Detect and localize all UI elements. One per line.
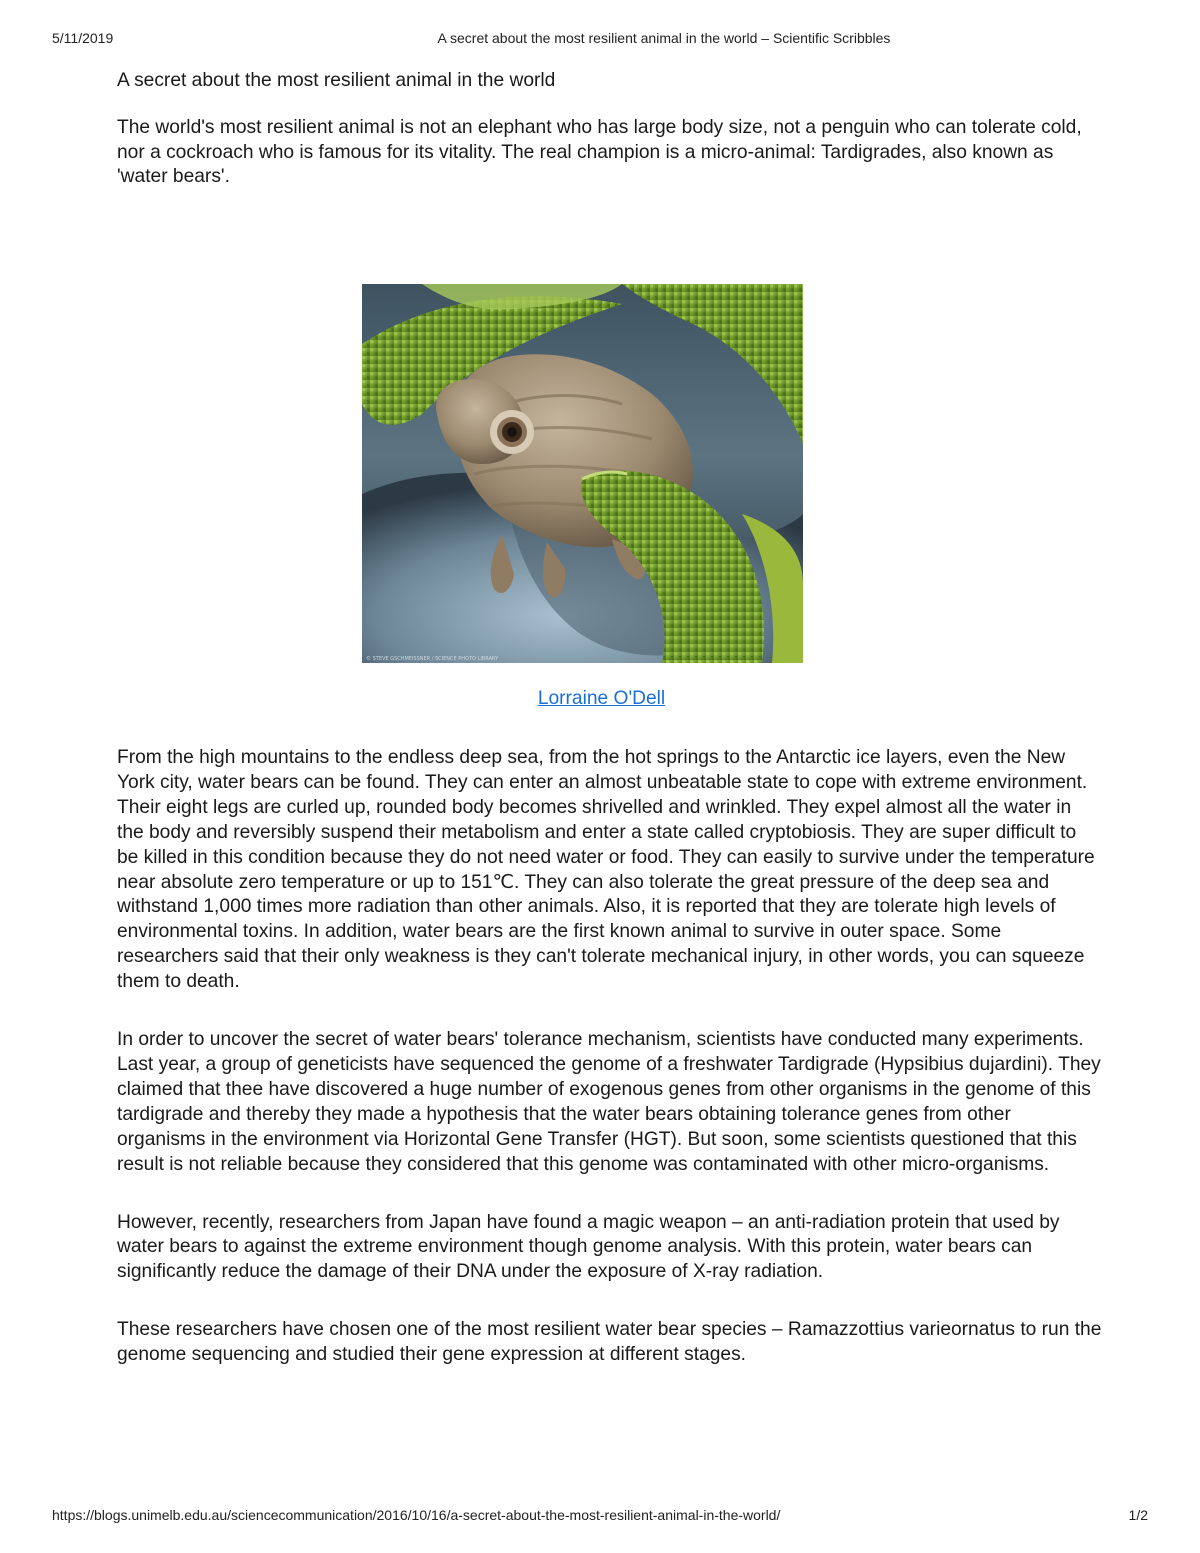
page-number: 1/2 — [1128, 1507, 1148, 1523]
print-header — [0, 30, 1200, 50]
tardigrade-illustration — [362, 284, 803, 663]
body-paragraph: These researchers have chosen one of the most resilient water bear species – Ramazzottius varieornatus to run the genome sequencing and studied their gene expression at different stages. — [117, 1319, 1102, 1366]
body-paragraph: In order to uncover the secret of water bears' tolerance mechanism, scientists have conducted many experiments. Last year, a group of geneticists have sequenced the genome of a freshwater Tardigrade (Hypsibius dujardini). They claimed that thee have discovered a huge number of exogenous genes from other organisms in the genome of this tardigrade and thereby they made a hypothesis that the water bears obtaining tolerance genes from other organisms in the environment via Horizontal Gene Transfer (HGT). But soon, some scientists questioned that this result is not reliable because they considered that this genome was contaminated with other micro-organisms. — [117, 1029, 1101, 1175]
tardigrade-image — [362, 284, 803, 663]
document-title: A secret about the most resilient animal in the world – Scientific Scribbles — [437, 30, 891, 46]
article-heading: A secret about the most resilient animal in the world — [117, 70, 556, 91]
article-body — [117, 746, 1102, 1401]
print-date: 5/11/2019 — [52, 30, 114, 46]
image-credit: © STEVE GSCHMEISSNER / SCIENCE PHOTO LIBRARY — [366, 656, 499, 662]
body-paragraph: From the high mountains to the endless deep sea, from the hot springs to the Antarctic ice layers, even the New York city, water bears can be found. They can enter an almost unbeatable state to cope with extreme environment. Their eight legs are curled up, rounded body becomes shrivelled and wrinkled. They expel almost all the water in the body and reversibly suspend their metabolism and enter a state called cryptobiosis. They are super difficult to be killed in this condition because they do not need water or food. They can easily to survive under the temperature near absolute zero temperature or up to 151℃. They can also tolerate the great pressure of the deep sea and withstand 1,000 times more radiation than other animals. Also, it is reported that they are tolerate high levels of environmental toxins. In addition, water bears are the first known animal to survive in outer space. Some researchers said that their only weakness is they can't tolerate mechanical injury, in other words, you can squeeze them to death. — [117, 747, 1095, 993]
body-paragraph: However, recently, researchers from Japan have found a magic weapon – an anti-radiation protein that used by water bears to against the extreme environment though genome analysis. With this protein, water bears can significantly reduce the damage of their DNA under the exposure of X-ray radiation. — [117, 1211, 1060, 1283]
caption-author-link[interactable]: Lorraine O'Dell — [537, 688, 666, 709]
page-url: https://blogs.unimelb.edu.au/sciencecommunication/2016/10/16/a-secret-about-the-most-resilient-animal-in-the-world/ — [52, 1507, 781, 1523]
intro-paragraph: The world's most resilient animal is not an elephant who has large body size, not a penguin who can tolerate cold, nor a cockroach who is famous for its vitality. The real champion is a micro-animal: Tardigrades, also known as 'water bears'. — [117, 116, 1082, 188]
article-intro — [117, 69, 1097, 215]
image-caption — [0, 687, 1200, 711]
